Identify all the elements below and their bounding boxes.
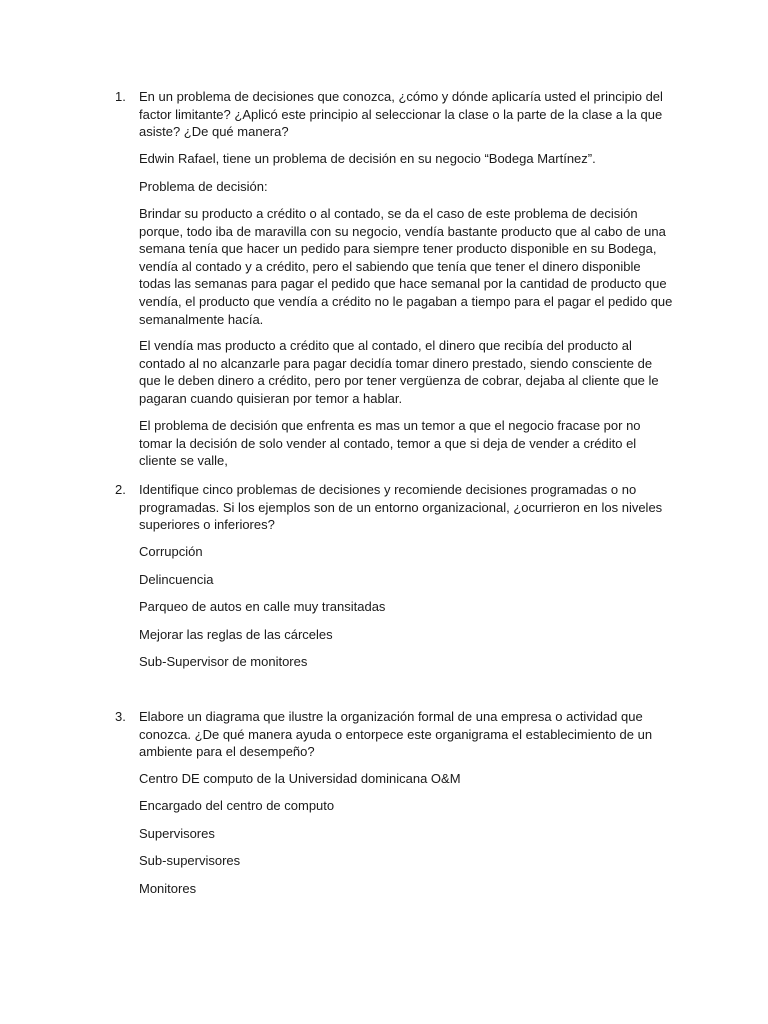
answer-paragraph: El vendía mas producto a crédito que al contado, el dinero que recibía del producto al contado al no alcanzarle para pagar decidía tomar dinero prestado, siendo consciente de que le deben dinero a crédito, pero por tener vergüenza de cobrar, dejaba al cliente que le pagaran cuando quisieran por temor a hablar. [139, 338, 659, 406]
question-number: 1. [115, 89, 126, 104]
list-item: Encargado del centro de computo [139, 798, 335, 813]
answer-paragraph: El problema de decisión que enfrenta es mas un temor a que el negocio fracase por no tomar la decisión de solo vender al contado, temor a que si deja de vender a crédito el cliente se valle, [139, 418, 641, 469]
list-item: Delincuencia [139, 572, 214, 587]
list-item: Parqueo de autos en calle muy transitadas [139, 599, 386, 614]
list-item: Sub-supervisores [139, 853, 241, 868]
answer-paragraph: Brindar su producto a crédito o al contado, se da el caso de este problema de decisión porque, todo iba de maravilla con su negocio, vendía bastante producto que al cabo de una semana tenía que hacer un pedido para siempre tener producto disponible en su Bodega, vendía al contado y a crédito, pero el sabiendo que tenía que tener el dinero disponible todas las semanas para pagar el pedido que hace semanal por la cantidad de producto que vendía, el producto que vendía a crédito no le pagaban a tiempo para el pagar el pedido que semanalmente hacía. [139, 206, 673, 327]
list-item: Mejorar las reglas de las cárceles [139, 627, 333, 642]
list-item: Supervisores [139, 826, 215, 841]
question-prompt: Elabore un diagrama que ilustre la organización formal de una empresa o actividad que conozca. ¿De qué manera ayuda o entorpece este organigrama el establecimiento de un ambiente para el desempeño? [139, 709, 653, 760]
question-prompt: En un problema de decisiones que conozca, ¿cómo y dónde aplicaría usted el principio del factor limitante? ¿Aplicó este principio al seleccionar la clase o la parte de la clase a la que asiste? ¿De qué manera? [139, 89, 663, 140]
list-item: Centro DE computo de la Universidad dominicana O&M [139, 771, 461, 786]
list-item: Monitores [139, 881, 197, 896]
question-number: 3. [115, 709, 126, 724]
question-prompt: Identifique cinco problemas de decisiones y recomiende decisiones programadas o no programadas. Si los ejemplos son de un entorno organizacional, ¿ocurrieron en los niveles superiores o inferiores? [139, 482, 663, 533]
answer-paragraph: Problema de decisión: [139, 179, 268, 194]
answer-paragraph: Edwin Rafael, tiene un problema de decisión en su negocio “Bodega Martínez”. [139, 151, 596, 166]
question-number: 2. [115, 482, 126, 497]
list-item: Sub-Supervisor de monitores [139, 654, 308, 669]
list-item: Corrupción [139, 544, 203, 559]
